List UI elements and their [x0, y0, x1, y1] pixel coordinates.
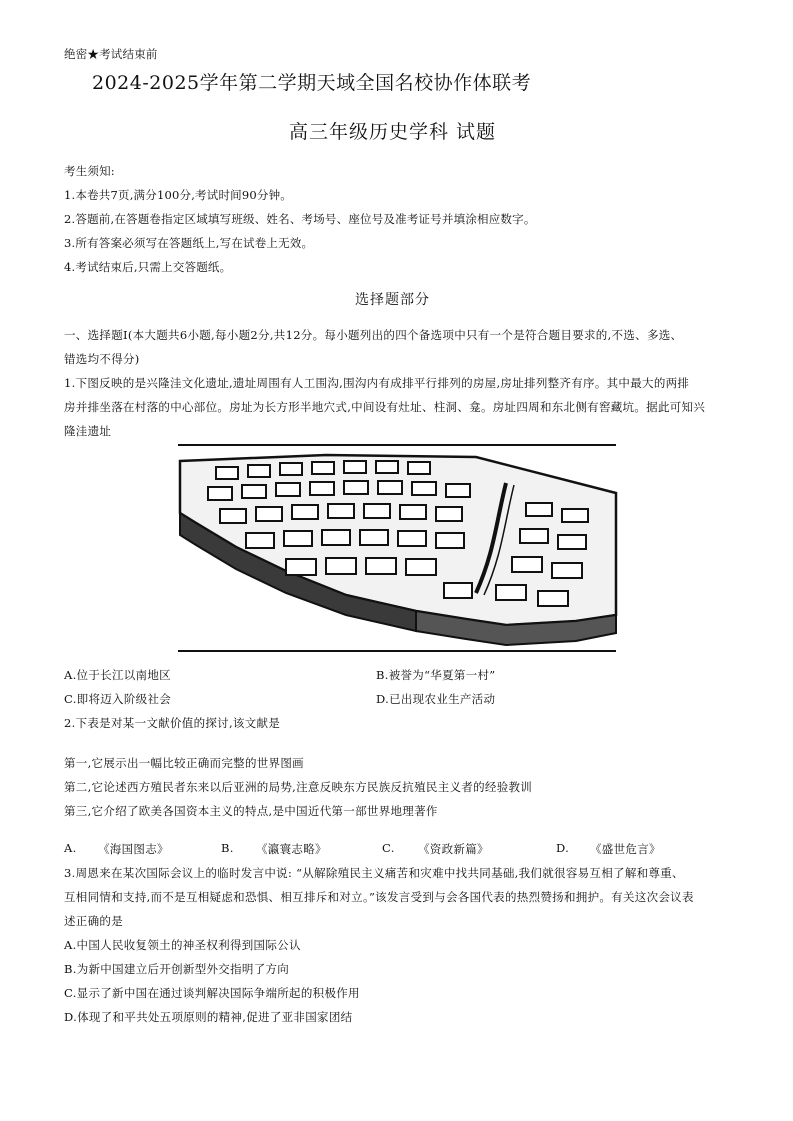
question-2-option-a-letter: A. [64, 841, 77, 855]
question-2-option-b-letter: B. [221, 841, 234, 855]
notice-heading: 考生须知: [64, 164, 115, 178]
question-2-option-d-letter: D. [556, 841, 570, 855]
question-2-option-c: 《资政新篇》 [418, 842, 489, 856]
question-3-stem: 3.周恩来在某次国际会议上的临时发言中说: “从解除殖民主义痛苦和灾难中找共同基础,我们就很容易互相了解和尊重、 [64, 866, 684, 880]
question-3-option-b: B.为新中国建立后开创新型外交指明了方向 [64, 962, 290, 976]
question-2-option-d: 《盛世危言》 [590, 842, 661, 856]
notice-item: 2.答题前,在答题卷指定区域填写班级、姓名、考场号、座位号及准考证号并填涂相应数字。 [64, 212, 536, 226]
question-1-option-d: D.已出现农业生产活动 [376, 692, 496, 706]
question-2-point: 第三,它介绍了欧美各国资本主义的特点,是中国近代第一部世界地理著作 [64, 804, 438, 818]
secret-mark: 绝密★考试结束前 [64, 47, 158, 61]
question-1-option-a: A.位于长江以南地区 [64, 668, 171, 682]
part-instruction: 错选均不得分) [64, 352, 140, 366]
question-1-stem: 1.下图反映的是兴隆洼文化遗址,遗址周围有人工围沟,围沟内有成排平行排列的房屋,房址排列整齐有序。其中最大的两排 [64, 376, 690, 390]
notice-item: 4.考试结束后,只需上交答题纸。 [64, 260, 232, 274]
question-1-option-b: B.被誉为“华夏第一村” [376, 668, 496, 682]
question-3-stem: 互相同情和支持,而不是互相疑虑和恐惧、相互排斥和对立。”该发言受到与会各国代表的热烈赞扬和拥护。有关这次会议表 [64, 890, 694, 904]
notice-item: 1.本卷共7页,满分100分,考试时间90分钟。 [64, 188, 292, 202]
question-2-point: 第一,它展示出一幅比较正确而完整的世界图画 [64, 756, 304, 770]
question-1-stem: 隆洼遗址 [64, 424, 112, 438]
notice-item: 3.所有答案必须写在答题纸上,写在试卷上无效。 [64, 236, 314, 250]
question-2-option-b: 《瀛寰志略》 [256, 842, 327, 856]
question-2-option-c-letter: C. [382, 841, 395, 855]
question-3-stem: 述正确的是 [64, 914, 123, 928]
question-1-stem: 房并排坐落在村落的中心部位。房址为长方形半地穴式,中间设有灶址、柱洞、龛。房址四周和东北侧有窖藏坑。据此可知兴 [64, 400, 706, 414]
exam-subtitle: 高三年级历史学科 试题 [289, 121, 497, 143]
question-2-point: 第二,它论述西方殖民者东来以后亚洲的局势,注意反映东方民族反抗殖民主义者的经验教训 [64, 780, 533, 794]
exam-title: 2024-2025学年第二学期天域全国名校协作体联考 [92, 72, 532, 94]
part-instruction: 一、选择题Ⅰ(本大题共6小题,每小题2分,共12分。每小题列出的四个备选项中只有一个是符合题目要求的,不选、多选、 [64, 328, 683, 342]
xinglongwa-site-illustration [176, 443, 618, 653]
question-3-option-a: A.中国人民收复领土的神圣权利得到国际公认 [64, 938, 301, 952]
question-2-stem: 2.下表是对某一文献价值的探讨,该文献是 [64, 716, 281, 730]
section-title: 选择题部分 [355, 292, 430, 308]
question-1-option-c: C.即将迈入阶级社会 [64, 692, 172, 706]
question-3-option-d: D.体现了和平共处五项原则的精神,促进了亚非国家团结 [64, 1010, 353, 1024]
question-2-option-a: 《海国图志》 [98, 842, 169, 856]
question-3-option-c: C.显示了新中国在通过谈判解决国际争端所起的积极作用 [64, 986, 360, 1000]
